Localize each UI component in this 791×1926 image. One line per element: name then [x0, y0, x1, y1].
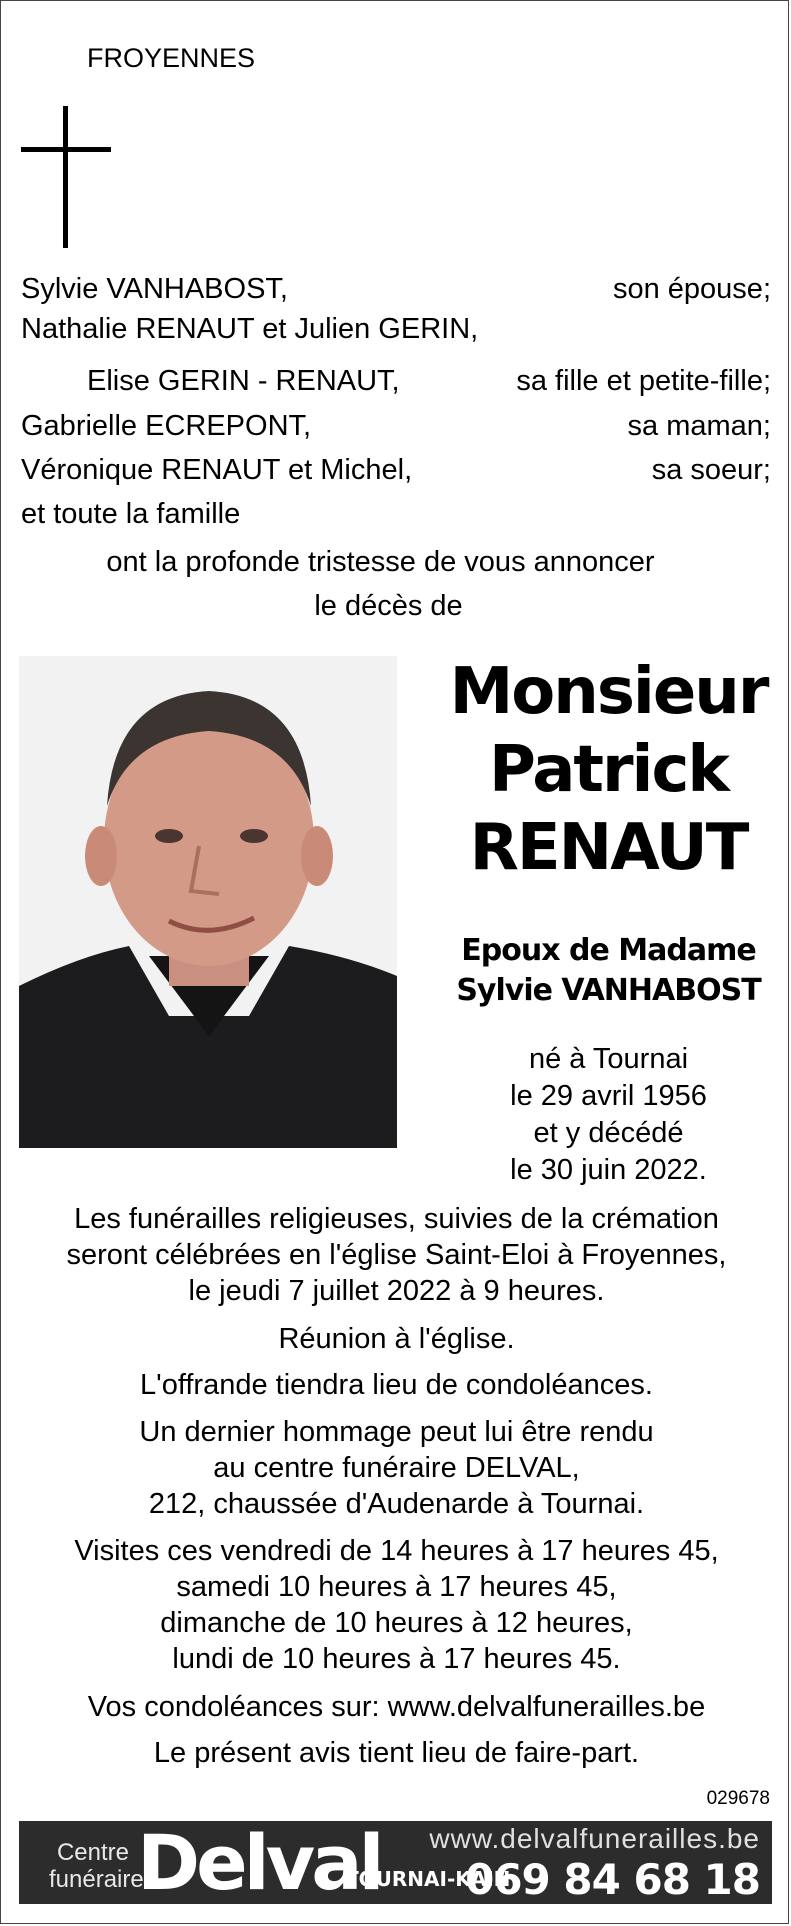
funeral-home-banner — [19, 1818, 772, 1907]
announce-line: ont la profonde tristesse de vous annoncer — [106, 546, 655, 578]
family-row — [21, 271, 771, 307]
family-relation: sa maman; — [627, 410, 771, 442]
homage-line: au centre funéraire DELVAL, — [213, 1452, 580, 1484]
family-name: Elise GERIN - RENAUT, — [87, 365, 400, 397]
family-row — [21, 363, 771, 399]
notice-line: Le présent avis tient lieu de faire-part. — [153, 1737, 640, 1769]
deceased-last-name: RENAUT — [469, 811, 748, 885]
ceremony-line: Les funérailles religieuses, suivies de la crémation — [74, 1203, 719, 1235]
family-row — [21, 408, 771, 444]
town-label: FROYENNES — [87, 43, 256, 73]
ceremony-line: le jeudi 7 juillet 2022 à 9 heures. — [188, 1275, 605, 1307]
cross-icon — [21, 106, 111, 248]
family-name: Gabrielle ECREPONT, — [21, 410, 312, 442]
meeting-line: Réunion à l'église. — [278, 1323, 515, 1355]
city-label: TOURNAI-KAIN — [345, 1867, 511, 1891]
family-relation: sa soeur; — [651, 454, 771, 486]
birth-line: le 29 avril 1956 — [510, 1080, 707, 1112]
family-name: et toute la famille — [21, 498, 241, 530]
centre-label — [49, 1839, 144, 1893]
deceased-title: Monsieur — [449, 655, 768, 729]
visits-line: dimanche de 10 heures à 12 heures, — [160, 1607, 633, 1639]
birth-line: né à Tournai — [528, 1043, 689, 1075]
visits-line: Visites ces vendredi de 14 heures à 17 heures 45, — [74, 1535, 719, 1567]
family-name: Sylvie VANHABOST, — [21, 273, 288, 305]
family-row — [21, 311, 771, 347]
portrait-photo — [19, 656, 397, 1148]
ceremony-line: seront célébrées en l'église Saint-Eloi à Froyennes, — [66, 1239, 727, 1271]
deceased-first-name: Patrick — [489, 733, 728, 807]
family-name: Nathalie RENAUT et Julien GERIN, — [21, 313, 479, 345]
birth-line: et y décédé — [533, 1117, 684, 1149]
phone-number[interactable]: 069 84 68 18 — [465, 1855, 760, 1904]
centre-label-line1: Centre — [56, 1839, 129, 1866]
homage-line: 212, chaussée d'Audenarde à Tournai. — [148, 1488, 645, 1520]
spouse-line: Sylvie VANHABOST — [456, 973, 761, 1008]
website-link[interactable]: www.delvalfunerailles.be — [429, 1823, 760, 1854]
visits-line: samedi 10 heures à 17 heures 45, — [176, 1571, 617, 1603]
announce-line: le décès de — [314, 590, 463, 622]
homage-line: Un dernier hommage peut lui être rendu — [139, 1416, 654, 1448]
offering-line: L'offrande tiendra lieu de condoléances. — [140, 1369, 653, 1401]
reference-number: 029678 — [706, 1788, 770, 1809]
family-name: Véronique RENAUT et Michel, — [21, 454, 413, 486]
family-relation: sa fille et petite-fille; — [516, 365, 771, 397]
brand-logo: Delval — [137, 1818, 381, 1907]
condolences-line: Vos condoléances sur: www.delvalfunerailles.be — [87, 1691, 706, 1723]
spouse-line: Epoux de Madame — [461, 933, 756, 968]
birth-line: le 30 juin 2022. — [510, 1154, 707, 1186]
visits-line: lundi de 10 heures à 17 heures 45. — [172, 1643, 621, 1675]
family-row — [21, 452, 771, 488]
family-row — [21, 496, 771, 532]
centre-label-line2: funéraire — [49, 1866, 144, 1893]
family-relation: son épouse; — [612, 273, 771, 305]
